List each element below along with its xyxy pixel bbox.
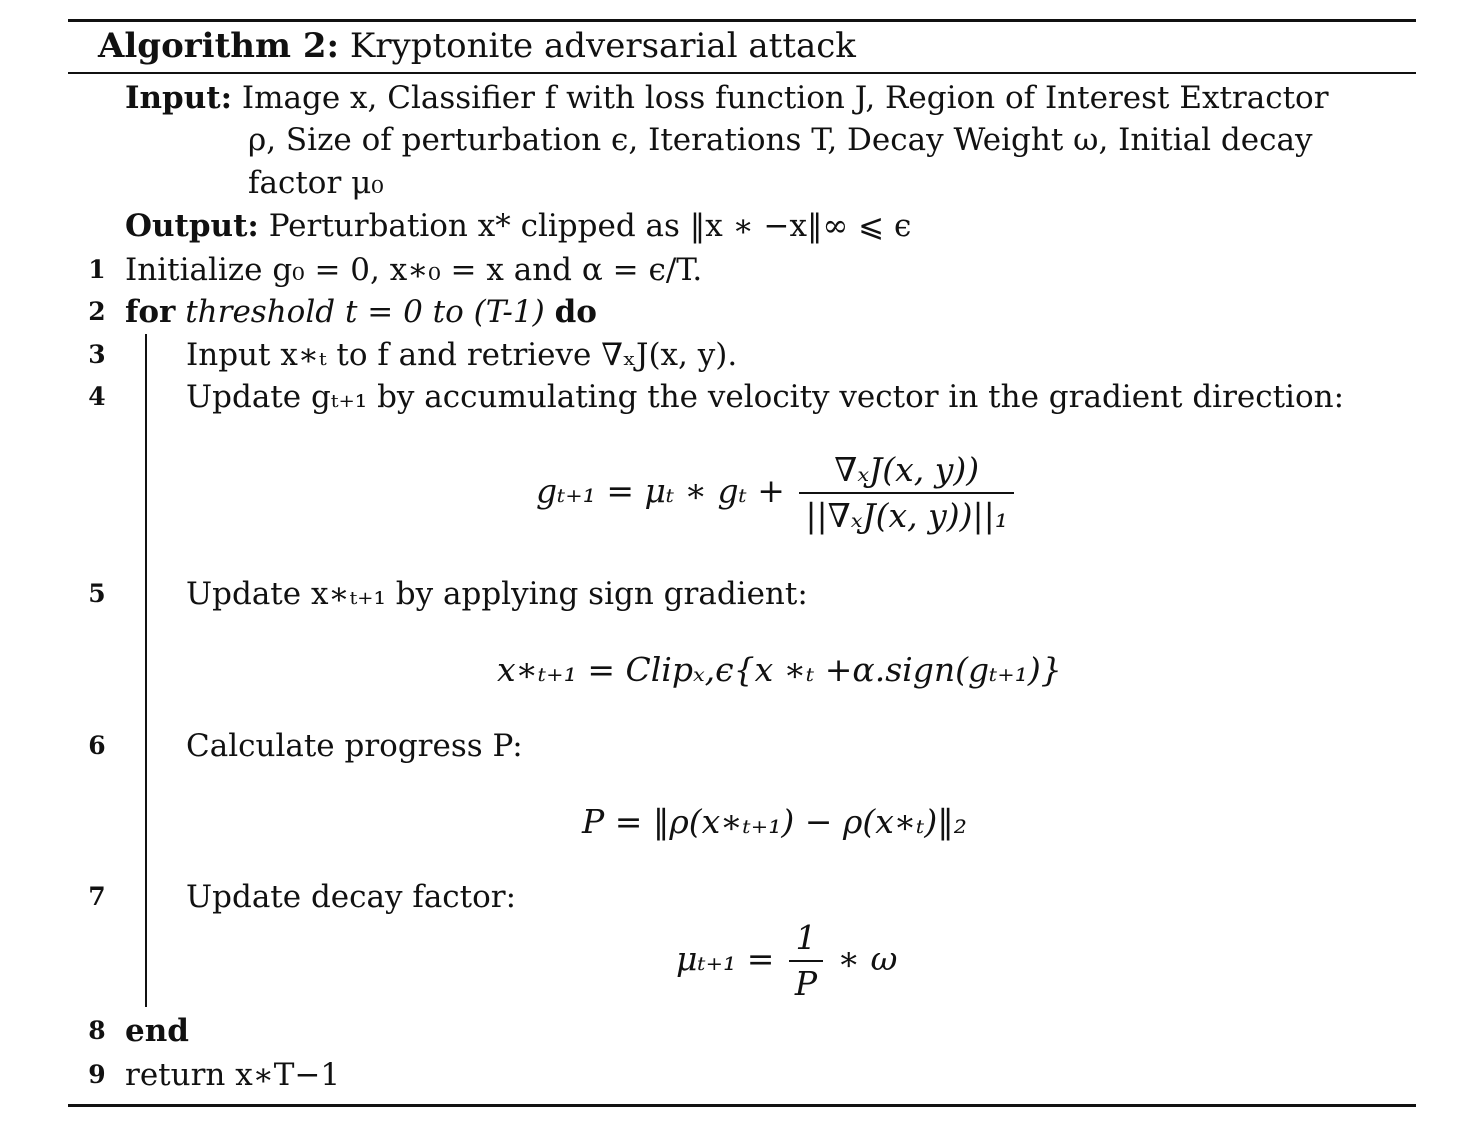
- loop-body-bar: [145, 334, 147, 1007]
- keyword-do: do: [554, 294, 597, 330]
- caption-rule: [68, 72, 1416, 74]
- eq4-denominator: ||∇ₓJ(x, y))||₁: [805, 496, 1008, 535]
- eq7-lhs: μₜ₊₁ =: [676, 939, 775, 978]
- algorithm-title: Kryptonite adversarial attack: [349, 26, 856, 66]
- equation-progress: P = ‖ρ(x∗ₜ₊₁) − ρ(x∗ₜ)‖₂: [582, 802, 967, 841]
- line-number-1: 1: [88, 255, 106, 284]
- keyword-for: for: [125, 294, 176, 330]
- input-text-3: factor μ₀: [248, 165, 384, 201]
- output-label: Output:: [125, 208, 259, 244]
- algorithm-caption: [98, 24, 856, 68]
- input-line-1: [125, 77, 1329, 119]
- eq7-denominator: P: [794, 964, 818, 1003]
- line-number-9: 9: [88, 1060, 106, 1089]
- top-rule: [68, 19, 1416, 22]
- line-number-2: 2: [88, 297, 106, 326]
- equation-decay-factor: [676, 918, 897, 1004]
- input-text-1: Image x, Classifier f with loss function J, Region of Interest Extractor: [241, 80, 1329, 116]
- loop-range: threshold t = 0 to (T-1): [185, 294, 545, 330]
- input-text-2: ρ, Size of perturbation ϵ, Iterations T, Decay Weight ω, Initial decay: [248, 122, 1313, 158]
- output-line: [125, 205, 911, 247]
- line-number-7: 7: [88, 882, 106, 911]
- bottom-rule: [68, 1104, 1416, 1107]
- algorithm-label: Algorithm 2:: [98, 26, 340, 66]
- line-number-3: 3: [88, 340, 106, 369]
- output-text: Perturbation x* clipped as ‖x ∗ −x‖∞ ⩽ ϵ: [268, 208, 912, 244]
- eq4-numerator: ∇ₓJ(x, y)): [799, 450, 1014, 494]
- line-6-text: Calculate progress P:: [186, 728, 523, 764]
- eq7-numerator: 1: [789, 918, 823, 962]
- input-label: Input:: [125, 80, 233, 116]
- line-number-5: 5: [88, 579, 106, 608]
- eq4-fraction: [799, 450, 1014, 536]
- line-number-4: 4: [88, 382, 106, 411]
- keyword-end: end: [125, 1013, 189, 1049]
- equation-sign-gradient: x∗ₜ₊₁ = Clipₓ,ϵ{x ∗ₜ +α.sign(gₜ₊₁)}: [497, 650, 1062, 689]
- line-3-text: Input x∗ₜ to f and retrieve ∇ₓJ(x, y).: [186, 337, 738, 373]
- line-number-6: 6: [88, 731, 106, 760]
- line-2-for-loop: [125, 291, 597, 333]
- line-9-text: return x∗T−1: [125, 1057, 341, 1093]
- line-7-text: Update decay factor:: [186, 879, 517, 915]
- line-number-8: 8: [88, 1016, 106, 1045]
- line-5-text: Update x∗ₜ₊₁ by applying sign gradient:: [186, 576, 808, 612]
- eq7-fraction: [789, 918, 823, 1004]
- eq7-rhs: ∗ ω: [837, 939, 898, 978]
- eq4-lhs: gₜ₊₁ = μₜ ∗ gₜ +: [536, 471, 785, 510]
- line-4-text: Update gₜ₊₁ by accumulating the velocity vector in the gradient direction:: [186, 379, 1345, 415]
- line-1-text: Initialize g₀ = 0, x∗₀ = x and α = ϵ/T.: [125, 252, 703, 288]
- equation-momentum-update: [536, 450, 1018, 536]
